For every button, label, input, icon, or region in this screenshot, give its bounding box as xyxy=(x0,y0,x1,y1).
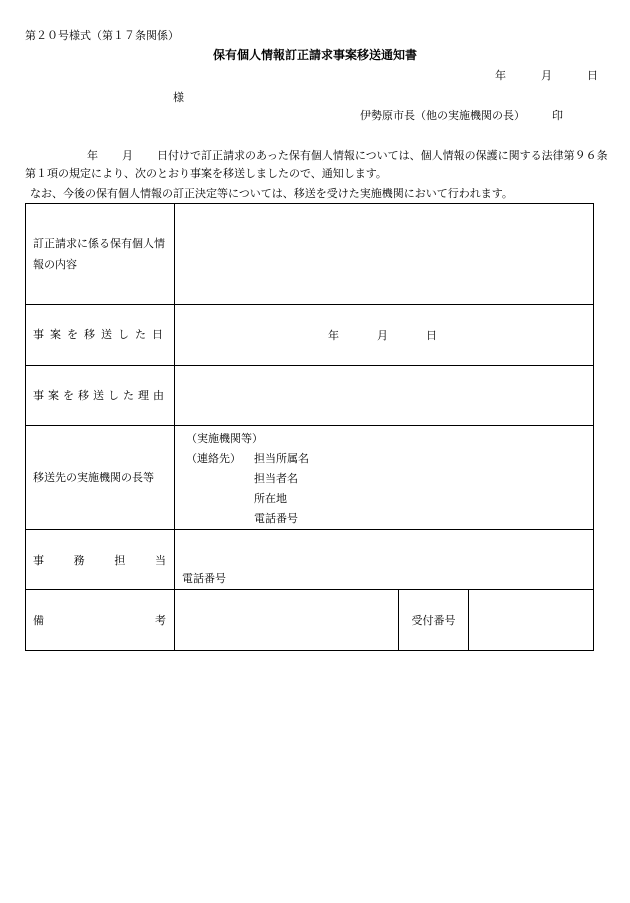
transfer-reason-field[interactable] xyxy=(175,366,594,426)
table-row xyxy=(26,366,594,426)
transfer-date-month: 月 xyxy=(377,329,388,342)
date-month-label: 月 xyxy=(541,69,552,82)
addressee-suffix: 様 xyxy=(173,91,184,104)
body-paragraph-1 xyxy=(25,147,615,183)
row-label-office-staff: 事 務 担 当 xyxy=(26,530,175,590)
document-title: 保有個人情報訂正請求事案移送通知書 xyxy=(212,48,417,62)
info-content-field[interactable] xyxy=(175,204,594,305)
contact-label: （連絡先） xyxy=(186,452,241,465)
date-year-label: 年 xyxy=(495,69,506,82)
table-row xyxy=(26,590,594,651)
row-label-remarks: 備 考 xyxy=(26,590,175,651)
org-label: （実施機関等） xyxy=(186,432,263,445)
phone-label: 電話番号 xyxy=(254,512,298,525)
table-row xyxy=(26,204,594,305)
address-label: 所在地 xyxy=(254,492,287,505)
staff-phone-label: 電話番号 xyxy=(182,572,226,585)
receipt-number-label: 受付番号 xyxy=(399,590,469,651)
row-label-destination-head: 移送先の実施機関の長等 xyxy=(26,426,175,530)
body-paragraph-2: なお、今後の保有個人情報の訂正決定等については、移送を受けた実施機関において行われます。 xyxy=(30,187,513,200)
office-staff-field[interactable] xyxy=(175,530,594,590)
table-row xyxy=(26,305,594,366)
date-day-label: 日 xyxy=(587,69,598,82)
person-label: 担当者名 xyxy=(254,472,298,485)
transfer-date-field[interactable] xyxy=(175,305,594,366)
body-year-label: 年 xyxy=(87,149,98,162)
seal-mark: 印 xyxy=(552,109,563,122)
table-row xyxy=(26,426,594,530)
row-label-info-content: 訂正請求に係る保有個人情報の内容 xyxy=(26,204,175,305)
row-label-transfer-reason: 事案を移送した理由 xyxy=(26,366,175,426)
sender-line xyxy=(360,107,563,123)
receipt-number-field[interactable] xyxy=(469,590,594,651)
body-text: 日付けで訂正請求のあった保有個人情報については、個人情報の保護に関する法律第９６条第１項の規定により、次のとおり事案を移送しましたので、通知します。 xyxy=(25,149,608,180)
form-number: 第２０号様式（第１７条関係） xyxy=(25,29,179,42)
row-label-transfer-date: 事案を移送した日 xyxy=(26,305,175,366)
sender-name: 伊勢原市長（他の実施機関の長） xyxy=(360,109,525,122)
destination-contact-field[interactable] xyxy=(175,426,594,530)
body-month-label: 月 xyxy=(122,149,133,162)
notice-form-table xyxy=(25,203,594,651)
remarks-field[interactable] xyxy=(175,590,399,651)
table-row xyxy=(26,530,594,590)
transfer-date-year: 年 xyxy=(328,329,339,342)
document-date xyxy=(495,67,598,83)
transfer-date-day: 日 xyxy=(426,329,437,342)
dept-label: 担当所属名 xyxy=(254,452,309,465)
